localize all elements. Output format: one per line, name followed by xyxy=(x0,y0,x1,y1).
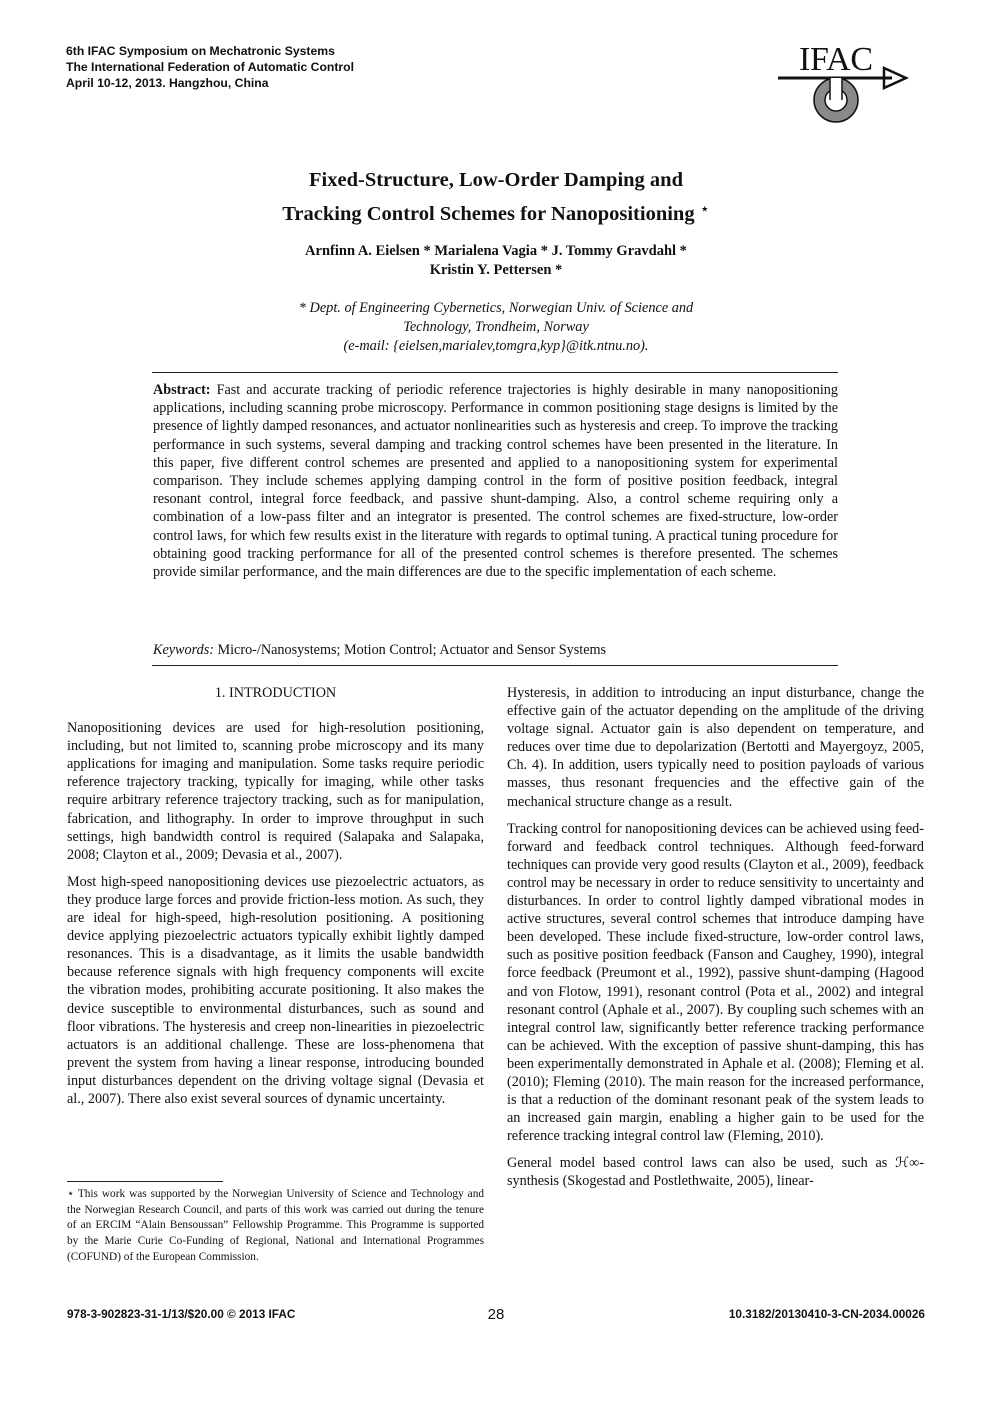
abstract-top-rule xyxy=(152,372,838,373)
footnote-text: This work was supported by the Norwegian University of Science and Technology and the Norwegian Research Council, and parts of this work was carried out during the tenure of an ERCIM “Alain Bensoussan” Fellowship Programme. This Programme is supported by the Marie Curie Co-Funding of Regional, National and International Programmes (COFUND) of the European Commission. xyxy=(67,1188,484,1263)
affiliation xyxy=(120,299,872,356)
affiliation-email: (e-mail: {eielsen,marialev,tomgra,kyp}@itk.ntnu.no). xyxy=(343,338,649,354)
abstract-bottom-rule xyxy=(152,665,838,666)
logo-text: IFAC xyxy=(799,41,873,78)
affiliation-line: * Dept. of Engineering Cybernetics, Norwegian Univ. of Science and xyxy=(298,300,694,316)
abstract-label: Abstract: xyxy=(153,382,211,398)
conference-header xyxy=(66,43,354,91)
author-list xyxy=(120,242,872,280)
right-column xyxy=(507,684,924,1200)
affiliation-line: Technology, Trondheim, Norway xyxy=(403,319,589,335)
footer-isbn: 978-3-902823-31-1/13/$20.00 © 2013 IFAC xyxy=(67,1307,296,1321)
keywords-label: Keywords: xyxy=(153,642,214,658)
footnote-mark: ⋆ xyxy=(67,1188,75,1200)
paragraph: General model based control laws can also be used, such as ℋ∞-synthesis (Skogestad and Postlethwaite, 2005), linear- xyxy=(507,1155,924,1190)
title-line: Tracking Control Schemes for Nanopositioning xyxy=(282,203,695,225)
ifac-logo xyxy=(774,38,910,130)
section-heading: 1. INTRODUCTION xyxy=(214,685,337,701)
paragraph: Hysteresis, in addition to introducing an input disturbance, change the effective gain of the actuator depending on the amplitude of the driving voltage signal. Actuator gain is also dependent on temperature, and reduces over time due to depolarization (Bertotti and Mayergoyz, 2005, Ch. 4). In addition, users typically need to position payloads of various masses, thus resonant frequencies and the effective gain of the mechanical structure change as a result. xyxy=(507,685,924,810)
abstract xyxy=(153,381,838,581)
paragraph: Tracking control for nanopositioning devices can be achieved using feed-forward and feedback control techniques. Although feed-forward techniques can provide very good results (Clayton et al., 2009), feedback control may be necessary in order to reduce sensitivity to uncertainty and disturbances. In order to control lightly damped vibrational modes in active structures, several control schemes that introduce damping have been developed. These include fixed-structure, low-order control laws, such as positive position feedback (Fanson and Caughey, 1990), integral force feedback (Preumont et al., 1992), passive shunt-damping (Hagood and von Flotow, 1991), resonant control (Pota et al., 2002) and integral resonant control (Aphale et al., 2007). By coupling such schemes with an integral control law, significantly better reference tracking performance can be achieved. With the exception of passive shunt-damping, this has been experimentally demonstrated in Aphale et al. (2008); Fleming et al. (2010); Fleming (2010). The main reason for the increased performance, is that a reduction of the dominant resonant peak of the system leads to an increased gain margin, enabling a higher gain to be used for the reference tracking integral control law (Fleming, 2010). xyxy=(507,820,924,1145)
page-number: 28 xyxy=(487,1306,505,1323)
title-star-mark: ⋆ xyxy=(699,201,710,218)
abstract-text: Fast and accurate tracking of periodic reference trajectories is highly desirable in many nanopositioning applications, including scanning probe microscopy. Performance in common positioning stage designs is limited by the presence of lightly damped resonances, and actuator nonlinearities such as hysteresis and creep. To improve the tracking performance in such systems, several damping and tracking control schemes have been presented in the literature. In this paper, five different control schemes are presented and applied to a nanopositioning system for experimental comparison. They include schemes applying damping control in the form of positive position feedback, integral resonant control, integral force feedback, and passive shunt-damping. Also, a control scheme requiring only a combination of a low-pass filter and an integrator is presented. The control schemes are fixed-structure, low-order control laws, for which few results exist in the literature with regards to optimal tuning. A practical tuning procedure for obtaining good tracking performance for all of the presented control schemes is therefore presented. The schemes provide similar performance, and the main differences are due to the specific implementation of each scheme. xyxy=(153,382,838,581)
paragraph: Nanopositioning devices are used for high-resolution positioning, including, but not limited to, scanning probe microscopy and its many applications for imaging and manipulation. Some tasks require periodic reference trajectory tracking, typically for imaging, while other tasks require arbitrary reference trajectory tracking, such as for manipulation, fabrication, and lithography. In order to improve throughput in such settings, high bandwidth control is required (Salapaka and Salapaka, 2008; Clayton et al., 2009; Devasia et al., 2007). xyxy=(67,720,484,863)
conference-line: The International Federation of Automatic Control xyxy=(66,60,354,74)
conference-line: 6th IFAC Symposium on Mechatronic Systems xyxy=(66,44,335,58)
keywords-text: Micro-/Nanosystems; Motion Control; Actuator and Sensor Systems xyxy=(217,642,607,658)
paragraph: Most high-speed nanopositioning devices use piezoelectric actuators, as they produce large forces and provide friction-less motion. As such, they are ideal for high-speed, high-resolution positioning. A positioning device applying piezoelectric actuators typically exhibit lightly damped resonances. This is a disadvantage, as it limits the usable bandwidth because reference signals with high frequency components will excite the vibration modes, prohibiting accurate positioning. It also makes the device susceptible to environmental disturbances, such as sound and floor vibrations. The hysteresis and creep non-linearities in piezoelectric actuators is an additional challenge. These are loss-phenomena that prevent the system from having a linear response, introducing bounded input disturbances dependent on the driving voltage signal (Devasia et al., 2007). There also exist several sources of dynamic uncertainty. xyxy=(67,873,484,1107)
conference-line: April 10-12, 2013. Hangzhou, China xyxy=(66,76,269,90)
footnote xyxy=(67,1187,484,1266)
paper-title xyxy=(120,166,872,229)
footnote-rule xyxy=(67,1181,223,1182)
authors-line: Kristin Y. Pettersen * xyxy=(429,262,563,278)
footer-doi: 10.3182/20130410-3-CN-2034.00026 xyxy=(728,1307,925,1321)
title-line: Fixed-Structure, Low-Order Damping and xyxy=(309,169,683,191)
keywords xyxy=(153,641,838,659)
authors-line: Arnfinn A. Eielsen * Marialena Vagia * J. Tommy Gravdahl * xyxy=(305,243,687,259)
left-column xyxy=(67,684,484,1117)
